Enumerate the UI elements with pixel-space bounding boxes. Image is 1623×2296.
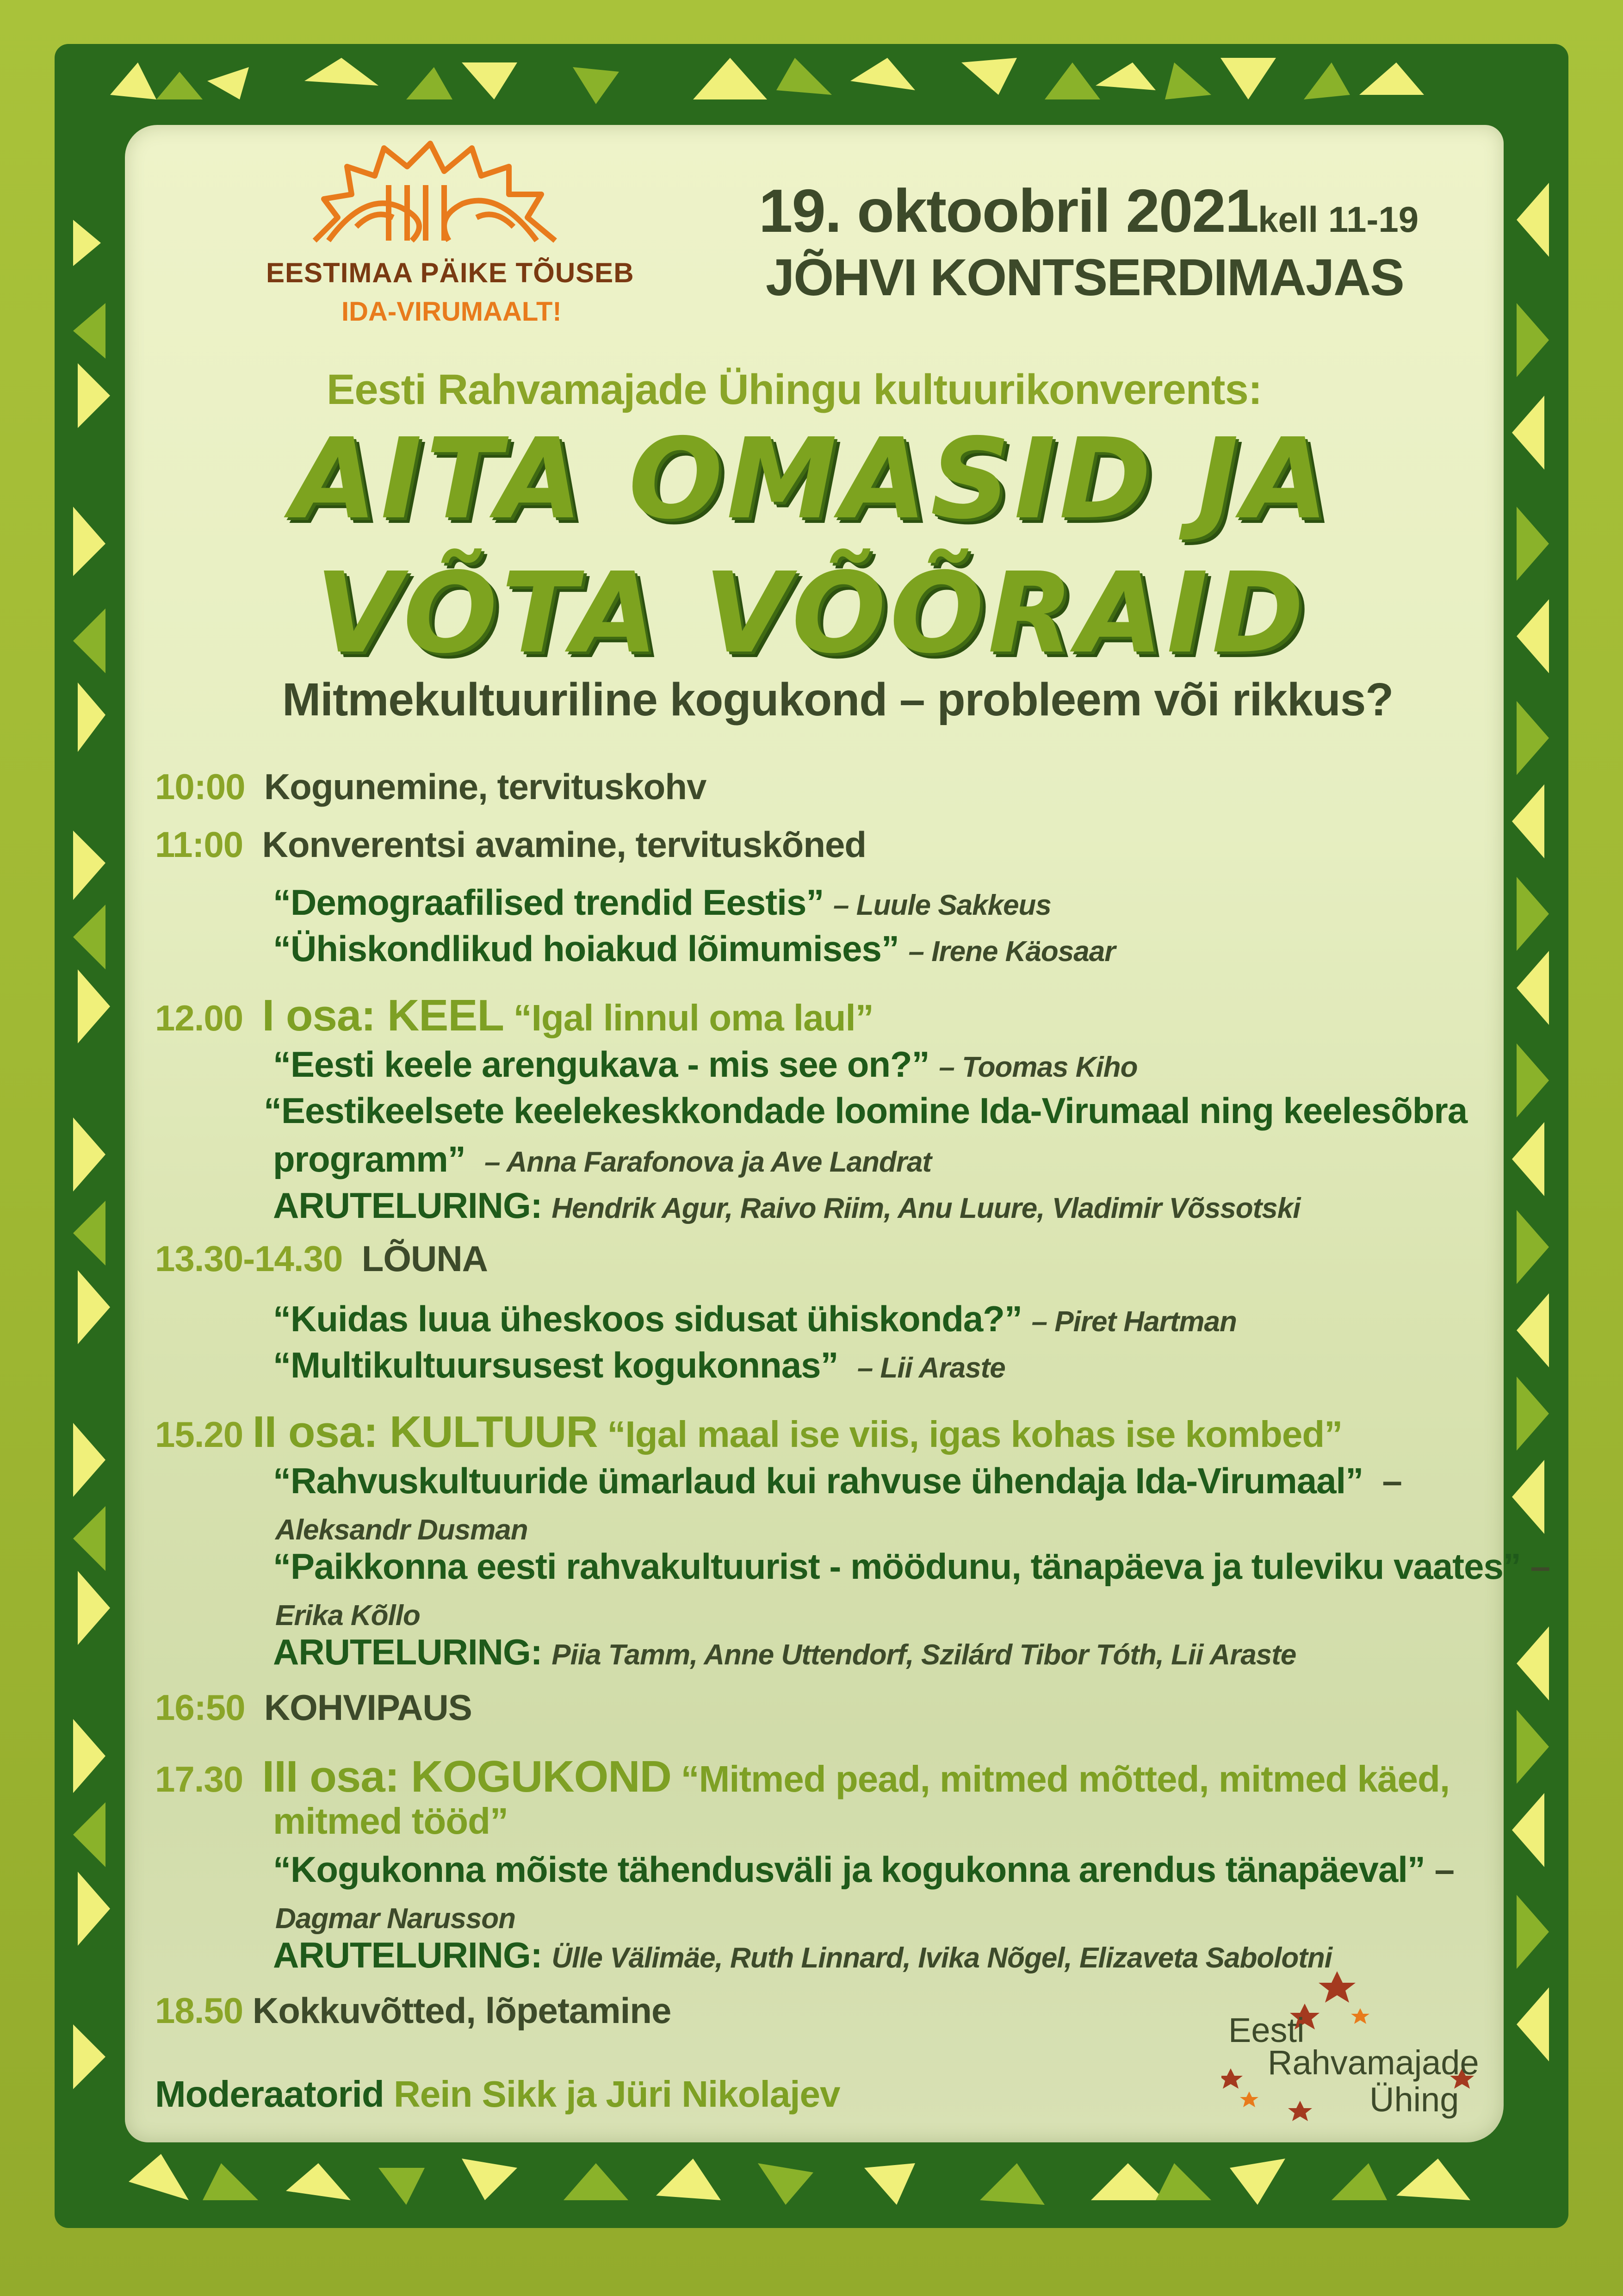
program-time: 15.20	[155, 1414, 243, 1455]
program-time: 10:00	[155, 766, 245, 807]
program-time: 12.00	[155, 998, 243, 1038]
talk	[273, 1344, 1005, 1386]
logo-slogan-line1: EESTIMAA PÄIKE TÕUSEB	[266, 257, 634, 288]
program-time: 11:00	[155, 824, 243, 865]
talk-title: “Paikkonna eesti rahvakultuurist - möödunu, tänapäeva ja tuleviku vaates”	[273, 1546, 1521, 1587]
talk	[273, 1460, 1402, 1502]
program-time: 13.30-14.30	[155, 1238, 343, 1279]
panel-discussion	[273, 1185, 1300, 1227]
conference-label: Eesti Rahvamajade Ühingu kultuurikonverents:	[327, 366, 1262, 413]
talk-speaker: Dagmar Narusson	[275, 1903, 516, 1935]
talk	[273, 1138, 931, 1180]
subtitle: Mitmekultuuriline kogukond – probleem või rikkus?	[282, 674, 1394, 726]
program-row	[155, 1990, 671, 2032]
event-time: kell 11-19	[1258, 199, 1419, 240]
org-logo-line1: Eesti	[1228, 2011, 1305, 2049]
talk-title: “Rahvuskultuuride ümarlaud kui rahvuse ühendaja Ida-Virumaal”	[273, 1460, 1363, 1501]
talk-speaker: – Luule Sakkeus	[833, 889, 1051, 921]
org-logo-line2: Rahvamajade	[1268, 2043, 1479, 2082]
program-row	[155, 824, 866, 866]
panel-members: Hendrik Agur, Raivo Riim, Anu Luure, Vladimir Võssotski	[551, 1192, 1301, 1224]
talk-title: programm”	[273, 1139, 465, 1179]
program-item: Konverentsi avamine, tervituskõned	[262, 824, 866, 865]
program-time: 16:50	[155, 1687, 245, 1728]
talk-dash: –	[1434, 1849, 1454, 1890]
moderators-names: Rein Sikk ja Jüri Nikolajev	[393, 2073, 840, 2115]
talk-speaker: – Anna Farafonova ja Ave Landrat	[484, 1146, 932, 1178]
org-logo-line3: Ühing	[1369, 2080, 1459, 2119]
program-item: LÕUNA	[361, 1238, 488, 1279]
section-title: II osa: KULTUUR	[252, 1407, 598, 1457]
event-venue: JÕHVI KONTSERDIMAJAS	[766, 248, 1404, 306]
talk	[273, 1545, 1550, 1588]
talk-speaker-line	[275, 1592, 420, 1634]
moderators-label: Moderaatorid	[155, 2073, 384, 2115]
section-motto: “Igal linnul oma laul”	[513, 997, 873, 1038]
program-time: 17.30	[155, 1759, 243, 1800]
event-date-text: 19. oktoobril 2021	[759, 177, 1258, 245]
talk	[273, 1298, 1237, 1340]
program-row	[155, 1687, 472, 1729]
section-title: I osa: KEEL	[262, 991, 504, 1040]
talk-title: “Eestikeelsete keelekeskkondade loomine Ida-Virumaal ning keelesõbra	[264, 1090, 1468, 1131]
talk-dash: –	[1530, 1546, 1550, 1587]
panel-discussion	[273, 1934, 1332, 1976]
talk-title: “Eesti keele arengukava - mis see on?”	[273, 1044, 929, 1085]
talk	[273, 1849, 1454, 1891]
section-motto: mitmed tööd”	[273, 1800, 508, 1842]
talk-speaker-line	[275, 1895, 515, 1937]
section-motto: “Igal maal ise viis, igas kohas ise kombed”	[607, 1414, 1343, 1455]
talk-title: “Kuidas luua üheskoos sidusat ühiskonda?”	[273, 1298, 1022, 1339]
program-time: 18.50	[155, 1990, 243, 2031]
panel-members: Piia Tamm, Anne Uttendorf, Szilárd Tibor Tóth, Lii Araste	[551, 1639, 1296, 1671]
section-motto-cont	[273, 1800, 508, 1843]
moderators	[155, 2073, 840, 2116]
talk-title: “Demograafilised trendid Eestis”	[273, 882, 824, 923]
main-title-line2: VÕTA VÕÕRAID	[315, 548, 1308, 678]
section-title: III osa: KOGUKOND	[262, 1752, 671, 1801]
program-section	[155, 990, 873, 1041]
main-title-line1: AITA OMASID JA	[291, 414, 1332, 544]
talk-speaker: Aleksandr Dusman	[275, 1514, 528, 1546]
talk-speaker: – Piret Hartman	[1031, 1306, 1237, 1338]
talk-speaker: – Lii Araste	[857, 1352, 1005, 1384]
panel-members: Ülle Välimäe, Ruth Linnard, Ivika Nõgel, Elizaveta Sabolotni	[551, 1942, 1332, 1974]
program-row	[155, 766, 706, 808]
talk-speaker: – Toomas Kiho	[939, 1051, 1138, 1083]
talk-speaker: – Irene Käosaar	[908, 936, 1115, 968]
section-motto: “Mitmed pead, mitmed mõtted, mitmed käed,	[681, 1758, 1450, 1800]
talk	[273, 928, 1115, 970]
talk-title: “Kogukonna mõiste tähendusväli ja kogukonna arendus tänapäeval”	[273, 1849, 1425, 1890]
talk-speaker: Erika Kõllo	[275, 1600, 420, 1632]
talk	[273, 881, 1051, 924]
talk	[273, 1043, 1137, 1086]
sun-logo-icon	[296, 139, 574, 259]
program-item: KOHVIPAUS	[264, 1687, 472, 1728]
talk	[264, 1090, 1467, 1132]
panel-label: ARUTELURING:	[273, 1935, 542, 1975]
talk-title: “Multikultuursusest kogukonnas”	[273, 1345, 838, 1385]
panel-discussion	[273, 1631, 1296, 1673]
program-row	[155, 1238, 488, 1280]
event-date	[759, 176, 1419, 246]
talk-title: “Ühiskondlikud hoiakud lõimumises”	[273, 928, 899, 969]
talk-speaker-line	[275, 1506, 528, 1548]
logo-slogan-line2: IDA-VIRUMAALT!	[341, 297, 562, 327]
program-section	[155, 1751, 1450, 1802]
program-section	[155, 1407, 1342, 1458]
program-item: Kogunemine, tervituskohv	[264, 766, 706, 807]
program-item: Kokkuvõtted, lõpetamine	[252, 1990, 671, 2031]
panel-label: ARUTELURING:	[273, 1185, 542, 1226]
panel-label: ARUTELURING:	[273, 1632, 542, 1672]
talk-dash: –	[1382, 1460, 1402, 1501]
